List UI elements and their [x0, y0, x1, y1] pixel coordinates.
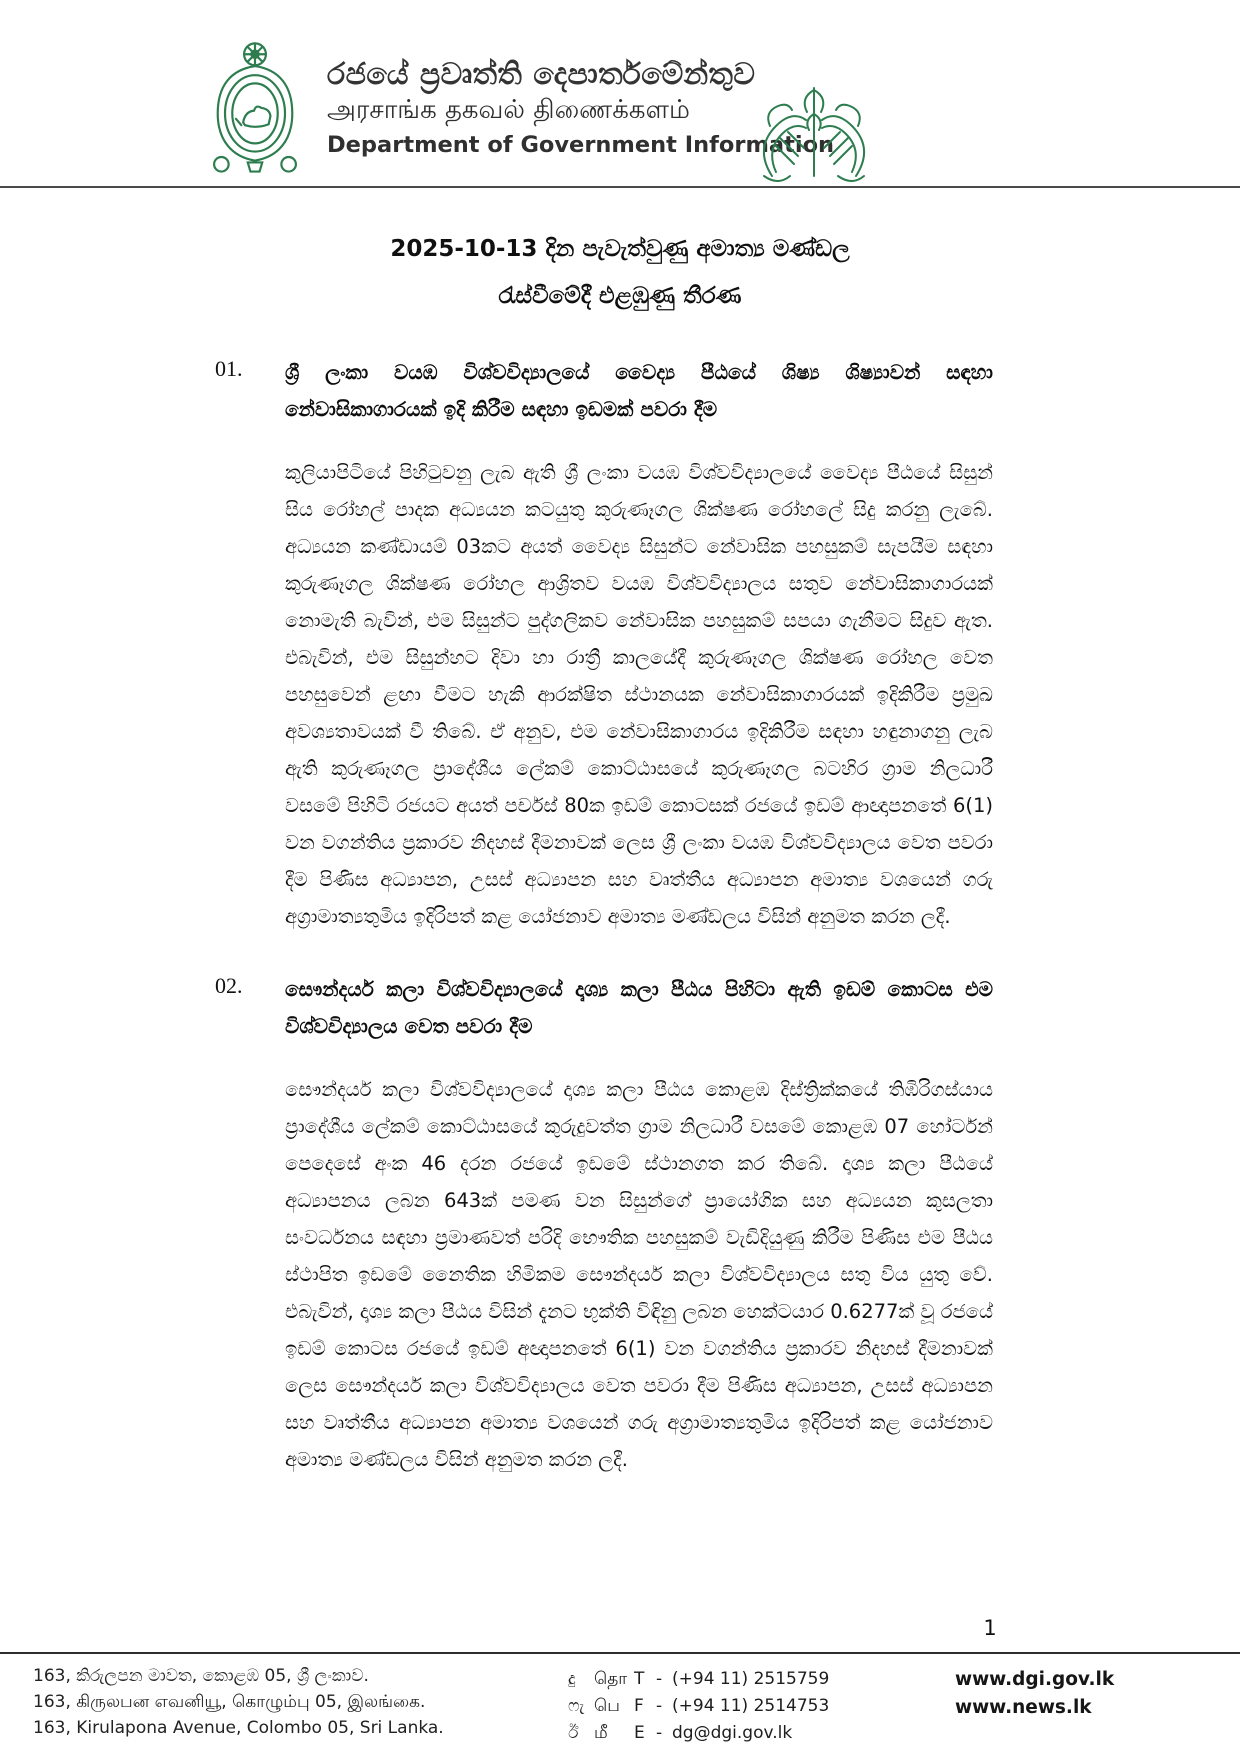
telephone-label-tamil: தொ [594, 1669, 628, 1689]
footer-divider [0, 1652, 1240, 1654]
telephone-label-english: T [634, 1669, 645, 1689]
website-dgi: www.dgi.gov.lk [955, 1669, 1115, 1690]
fax-label-sinhala: ෆැ [568, 1696, 585, 1716]
section-paragraph: සෞන්දර්ය කලා විශ්වවිද්‍යාලයේ දෘශ්‍ය කලා පීඨය කොළඹ දිස්ත්‍රික්කයේ තිඹිරිගස්යාය ප්‍රාදේශීය ලේකම් කොට්ඨාසයේ කුරුදුවත්ත ග්‍රාම නිලධාරී වසමේ කොළඹ 07 හෝර්ටන් පෙදෙසේ අංක 46 දරන රජයේ ඉඩමේ ස්ථානගත කර තිබේ. දෘශ්‍ය කලා පීඨයේ අධ්‍යාපනය ලබන 643ක් පමණ වන සිසුන්ගේ ප්‍රායෝගික සහ අධ්‍යයන කුසලතා සංවර්ධනය සඳහා ප්‍රමාණවත් පරිදි භෞතික පහසුකම් වැඩිදියුණු කිරීම පිණිස එම පීඨය ස්ථාපිත ඉඩමේ නෛතික හිමිකම සෞන්දර්ය කලා විශ්වවිද්‍යාලය සතු විය යුතු වේ. එබැවින්, දෘශ්‍ය කලා පීඨය විසින් දැනට භුක්ති විඳිනු ලබන හෙක්ටයාර 0.6277ක් වූ රජයේ ඉඩම් කොටස රජයේ ඉඩම් අඥාපනතේ 6(1) වන වගන්තිය ප්‍රකාරව නිදහස් දීමනාවක් ලෙස සෞන්දර්ය කලා විශ්වවිද්‍යාලය වෙත පවරා දීම පිණිස අධ්‍යාපන, උසස් අධ්‍යාපන සහ වෘත්තීය අධ්‍යාපන අමාත්‍ය වශයෙන් ගරු අග්‍රාමාත්‍යතුමිය ඉදිරිපත් කළ යෝජනාව අමාත්‍ය මණ්ඩලය විසින් අනුමත කරන ලදී. [285, 1078, 993, 1471]
address-line-sinhala: 163, කිරුලපන මාවත, කොළඹ 05, ශ්‍රී ලංකාව. [33, 1666, 369, 1686]
department-name-english: Department of Government Information [327, 131, 835, 158]
section-01 [215, 354, 993, 935]
email-label-tamil: மீ [594, 1723, 608, 1743]
telephone-label-sinhala: දු [568, 1669, 576, 1689]
document-title-line1: 2025-10-13 දින පැවැත්වුණු අමාත්‍ය මණ්ඩල [390, 236, 850, 262]
contact-row-fax [568, 1693, 829, 1720]
sri-lanka-national-emblem-icon [205, 36, 305, 178]
department-name-tamil: அரசாங்க தகவல் திணைக்களம் [327, 94, 690, 125]
section-number: 02. [215, 973, 243, 998]
section-heading: ශ්‍රී ලංකා වයඹ විශ්වවිද්‍යාලයේ වෛද්‍ය පීඨයේ ශිෂ්‍ය ශිෂ්‍යාවන් සඳහා නේවාසිකාගාරයක් ඉදි කිරීම සඳහා ඉඩමක් පවරා දීම [285, 360, 993, 421]
department-name-sinhala: රජයේ ප්‍රවෘත්ති දෙපාර්තමේන්තුව [327, 56, 756, 92]
page-number: 1 [983, 1616, 997, 1640]
footer-address-block [33, 1663, 444, 1741]
contact-row-email [568, 1720, 829, 1747]
section-heading: සෞන්දර්ය කලා විශ්වවිද්‍යාලයේ දෘශ්‍ය කලා පීඨය පිහිටා ඇති ඉඩම් කොටස එම විශ්වවිද්‍යාලය වෙත පවරා දීම [285, 977, 993, 1038]
footer-website-block [955, 1666, 1114, 1722]
email-address: dg@dgi.gov.lk [672, 1723, 793, 1743]
separator: - [656, 1696, 663, 1716]
document-body [215, 354, 993, 1514]
email-label-sinhala: ඊ [568, 1723, 579, 1743]
header-divider [0, 186, 1240, 188]
fax-label-tamil: பெ [594, 1696, 620, 1716]
website-news: www.news.lk [955, 1697, 1092, 1718]
address-line-tamil: 163, கிருலபன எவனியூ, கொழும்பு 05, இலங்கை. [33, 1692, 426, 1712]
fax-number: (+94 11) 2514753 [672, 1696, 830, 1716]
section-number: 01. [215, 356, 243, 381]
twin-lion-ornament-icon [742, 80, 887, 182]
section-02 [215, 971, 993, 1478]
separator: - [656, 1723, 663, 1743]
separator: - [656, 1669, 663, 1689]
footer-contact-block [568, 1666, 829, 1747]
document-title [0, 226, 1240, 320]
section-paragraph: කුලියාපිටියේ පිහිටුවනු ලැබ ඇති ශ්‍රී ලංකා වයඹ විශ්වවිද්‍යාලයේ වෛද්‍ය පීඨයේ සිසුන් සිය රෝහල් පාදක අධ්‍යයන කටයුතු කුරුණෑගල ශික්ෂණ රෝහලේ සිදු කරනු ලැබේ. අධ්‍යයන කණ්ඩායම් 03කට අයත් වෛද්‍ය සිසුන්ට නේවාසික පහසුකම් සැපයීම සඳහා කුරුණෑගල ශික්ෂණ රෝහල ආශ්‍රිතව වයඹ විශ්වවිද්‍යාලය සතුව නේවාසිකාගාරයක් නොමැති බැවින්, එම සිසුන්ට පුද්ගලිකව නේවාසික පහසුකම් සපයා ගැනීමට සිදුව ඇත. එබැවින්, එම සිසුන්හට දිවා හා රාත්‍රී කාලයේදී කුරුණෑගල ශික්ෂණ රෝහල වෙත පහසුවෙන් ළඟා වීමට හැකි ආරක්ෂිත ස්ථානයක නේවාසිකාගාරයක් ඉදිකිරීම ප්‍රමුඛ අවශ්‍යතාවයක් වී තිබේ. ඒ අනුව, එම නේවාසිකාගාරය ඉදිකිරීම සඳහා හඳුනාගනු ලැබ ඇති කුරුණෑගල ප්‍රාදේශීය ලේකම් කොට්ඨාසයේ කුරුණෑගල බටහිර ග්‍රාම නිලධාරී වසමේ පිහිටි රජයට අයත් පර්චස් 80ක ඉඩම් කොටසක් රජයේ ඉඩම් ආඥාපනතේ 6(1) වන වගන්තිය ප්‍රකාරව නිදහස් දීමනාවක් ලෙස ශ්‍රී ලංකා වයඹ විශ්වවිද්‍යාලය වෙත පවරා දීම පිණිස අධ්‍යාපන, උසස් අධ්‍යාපන සහ වෘත්තීය අධ්‍යාපන අමාත්‍ය වශයෙන් ගරු අග්‍රාමාත්‍යතුමිය ඉදිරිපත් කළ යෝජනාව අමාත්‍ය මණ්ඩලය විසින් අනුමත කරන ලදී. [285, 461, 993, 928]
telephone-number: (+94 11) 2515759 [672, 1669, 830, 1689]
contact-row-telephone [568, 1666, 829, 1693]
email-label-english: E [634, 1723, 645, 1743]
address-line-english: 163, Kirulapona Avenue, Colombo 05, Sri Lanka. [33, 1718, 444, 1738]
fax-label-english: F [634, 1696, 644, 1716]
document-title-line2: රැස්වීමේදී එළඹුණු තීරණ [498, 283, 742, 309]
